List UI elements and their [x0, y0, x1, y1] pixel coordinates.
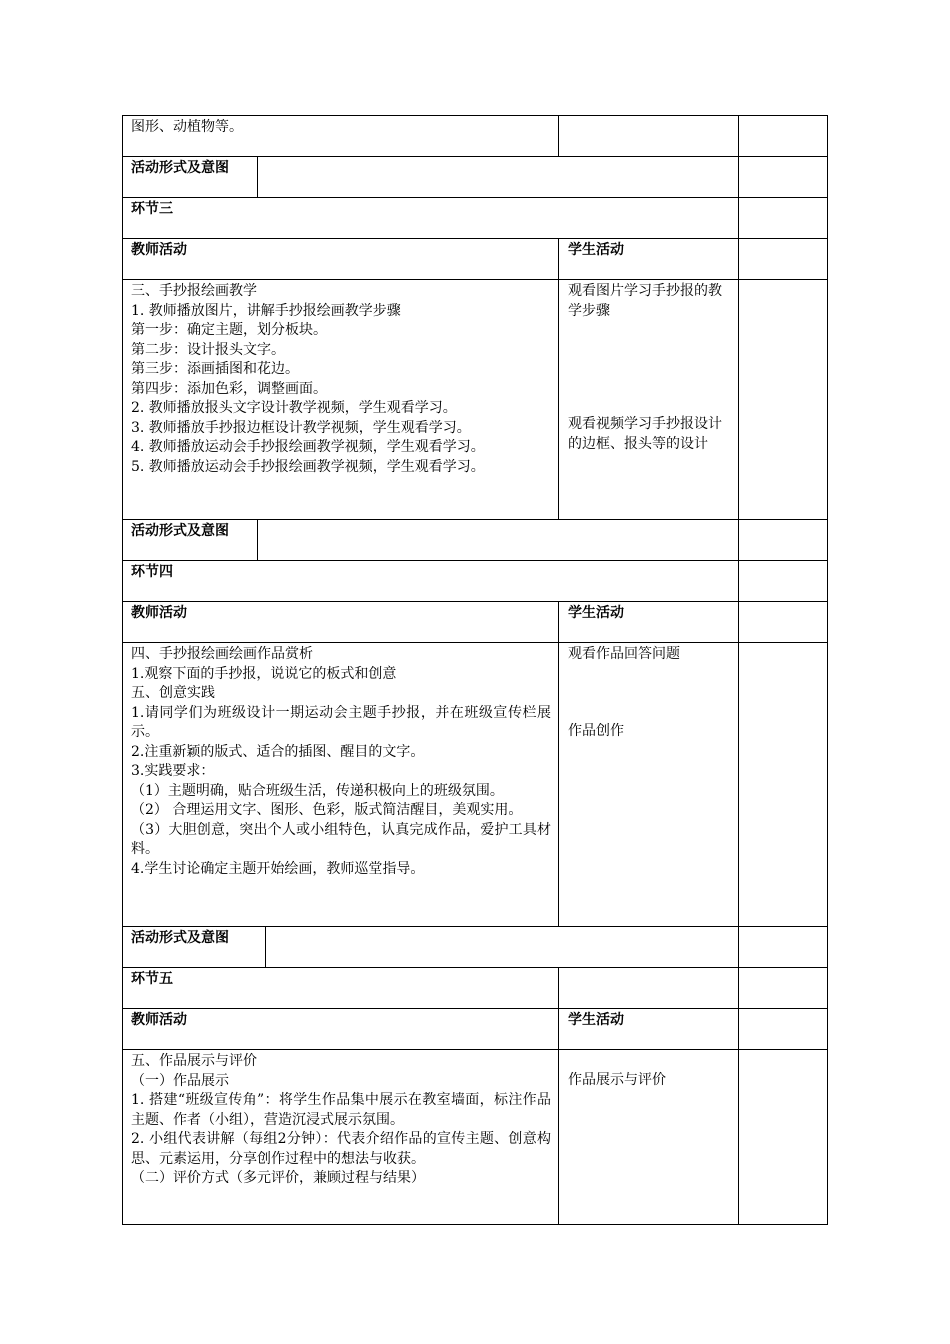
content-line: 第一步：确定主题，划分板块。	[131, 322, 327, 338]
table-row-border	[122, 560, 828, 561]
content-line: 第三步：添画插图和花边。	[131, 361, 299, 377]
content-line: 第二步：设计报头文字。	[131, 341, 285, 358]
content-line: 1. 教师播放图片，讲解手抄报绘画教学步骤	[131, 302, 401, 319]
student-activity-content: 观看视频学习手抄报设计的边框、报头等的设计	[568, 416, 722, 452]
table-row-border	[122, 238, 828, 239]
table-row-border	[122, 279, 828, 280]
content-line: （1）主题明确，贴合班级生活，传递积极向上的班级氛围。	[131, 782, 504, 799]
teacher-activity-header: 教师活动	[131, 605, 187, 621]
content-line: （2） 合理运用文字、图形、色彩，版式简洁醒目，美观实用。	[131, 802, 523, 818]
content-line: 1.请同学们为班级设计一期运动会主题手抄报，并在班级宣传栏展示。	[131, 704, 551, 740]
table-col-divider-right	[738, 115, 739, 1225]
content-line: 3.实践要求：	[131, 763, 215, 779]
section-title: 环节四	[131, 564, 173, 580]
teacher-activity-header: 教师活动	[131, 1012, 187, 1028]
activity-form-label: 活动形式及意图	[131, 930, 229, 946]
content-line: 五、创意实践	[131, 685, 215, 701]
table-col-divider-mid	[558, 238, 559, 519]
content-line: 1. 搭建“班级宣传角”：将学生作品集中展示在教室墙面，标注作品主题、作者（小组），营造沉浸式展示氛围。	[131, 1092, 551, 1128]
table-col-divider-mid	[558, 967, 559, 1225]
table-col-divider-mid	[558, 601, 559, 926]
table-label-divider	[265, 926, 266, 967]
student-activity-content: 作品创作	[568, 723, 624, 739]
table-row-border	[122, 1049, 828, 1050]
section-title: 环节三	[131, 201, 173, 217]
content-line: 5. 教师播放运动会手抄报绘画教学视频，学生观看学习。	[131, 458, 485, 475]
student-activity-header: 学生活动	[568, 1012, 624, 1028]
content-line: 2.注重新颖的版式、适合的插图、醒目的文字。	[131, 743, 425, 760]
activity-form-label: 活动形式及意图	[131, 523, 229, 539]
table-row-border	[122, 156, 828, 157]
table-row-border	[122, 967, 828, 968]
content-line: 三、手抄报绘画教学	[131, 283, 257, 299]
student-activity-content: 观看图片学习手抄报的教学步骤	[568, 283, 722, 319]
section-title: 环节五	[131, 971, 173, 987]
table-border-left	[122, 115, 123, 1225]
teacher-activity-content	[131, 1052, 551, 1189]
table-row-border	[122, 926, 828, 927]
table-row-border	[122, 601, 828, 602]
student-activity-header: 学生活动	[568, 605, 624, 621]
activity-form-label: 活动形式及意图	[131, 160, 229, 176]
table-col-divider-mid	[558, 115, 559, 156]
teacher-activity-content	[131, 282, 551, 477]
table-row-border	[122, 115, 828, 116]
table-label-divider	[257, 519, 258, 560]
student-activity-content: 观看作品回答问题	[568, 646, 680, 662]
table-border-right	[827, 115, 828, 1225]
teacher-activity-header: 教师活动	[131, 242, 187, 258]
content-line: 五、作品展示与评价	[131, 1053, 257, 1069]
content-line: 1.观察下面的手抄报，说说它的板式和创意	[131, 665, 397, 682]
content-line: （3）大胆创意，突出个人或小组特色，认真完成作品，爱护工具材料。	[131, 821, 551, 857]
content-line: （二）评价方式（多元评价，兼顾过程与结果）	[131, 1170, 425, 1186]
content-line: 4.学生讨论确定主题开始绘画，教师巡堂指导。	[131, 860, 425, 877]
content-line: 2. 教师播放报头文字设计教学视频，学生观看学习。	[131, 400, 457, 416]
content-line: 3. 教师播放手抄报边框设计教学视频，学生观看学习。	[131, 419, 471, 436]
table-row-border	[122, 197, 828, 198]
content-line: 第四步：添加色彩，调整画面。	[131, 380, 327, 397]
student-activity-header: 学生活动	[568, 242, 624, 258]
content-line: （一）作品展示	[131, 1072, 229, 1089]
table-label-divider	[257, 156, 258, 197]
student-activity-content: 作品展示与评价	[568, 1072, 666, 1088]
content-line: 2. 小组代表讲解（每组2分钟）：代表介绍作品的宣传主题、创意构思、元素运用，分享创作过程中的想法与收获。	[131, 1131, 551, 1167]
table-row-border	[122, 1224, 828, 1225]
content-line: 4. 教师播放运动会手抄报绘画教学视频，学生观看学习。	[131, 439, 485, 455]
teacher-activity-content	[131, 645, 551, 879]
table-row-border	[122, 519, 828, 520]
content-line: 四、手抄报绘画绘画作品赏析	[131, 646, 313, 662]
table-row-border	[122, 642, 828, 643]
table-row-border	[122, 1008, 828, 1009]
top-cell-text: 图形、动植物等。	[131, 119, 243, 135]
